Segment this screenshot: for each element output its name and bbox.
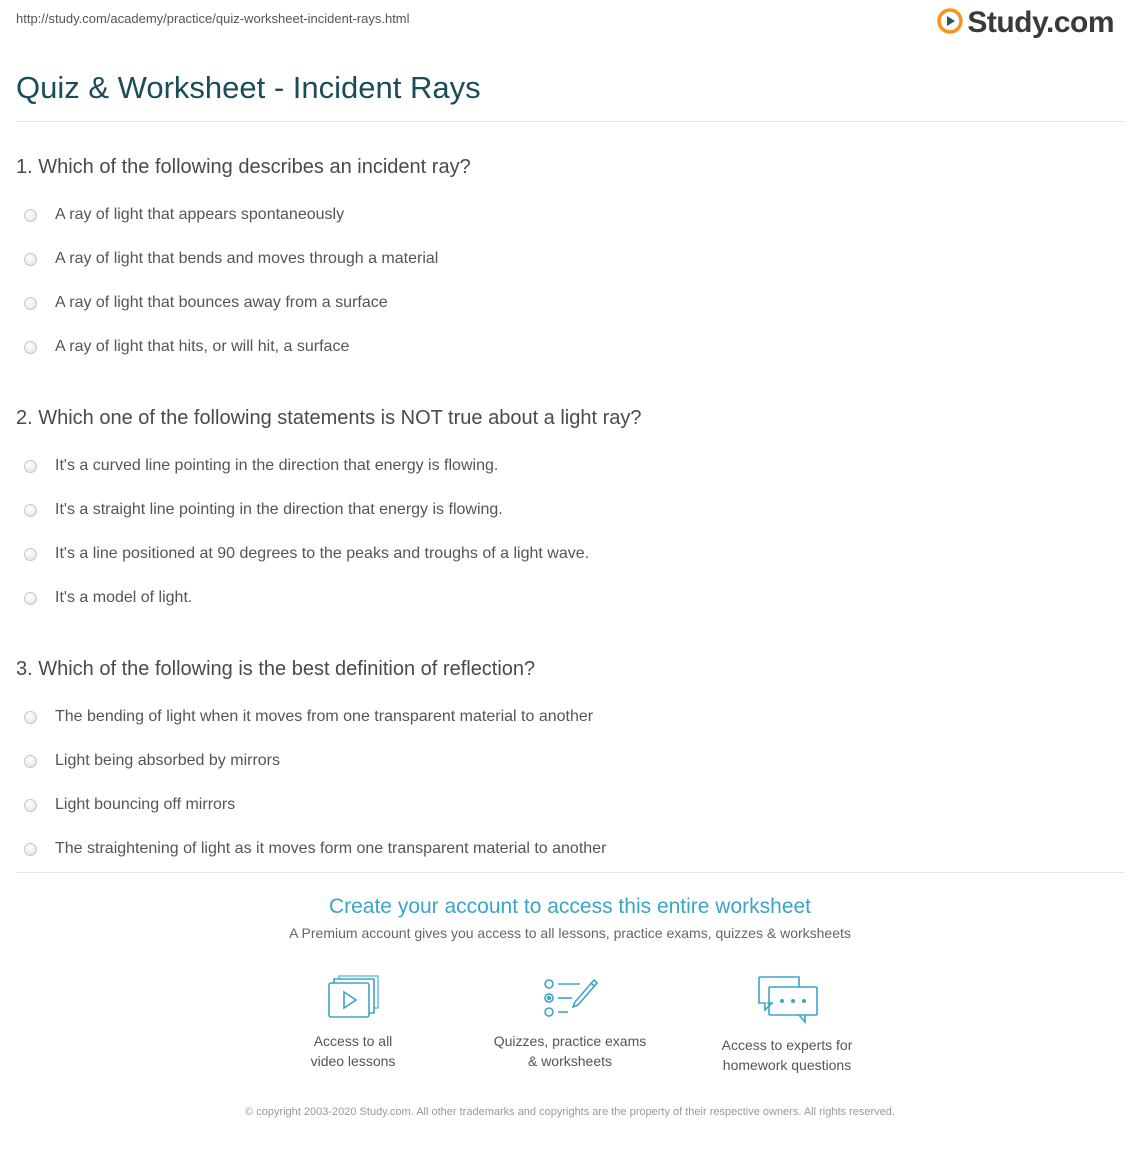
question-text: 2. Which one of the following statements is NOT true about a light ray? xyxy=(16,407,642,429)
divider-bottom xyxy=(16,872,1124,873)
divider-top xyxy=(16,121,1124,122)
radio-button[interactable] xyxy=(24,843,37,856)
question-text: 3. Which of the following is the best definition of reflection? xyxy=(16,658,536,680)
answer-option[interactable] xyxy=(16,532,1124,576)
question-3 xyxy=(16,657,1124,871)
play-circle-icon xyxy=(937,8,963,39)
quiz-checklist-icon xyxy=(462,975,679,1021)
radio-button[interactable] xyxy=(24,755,37,768)
answer-option[interactable] xyxy=(16,193,1124,237)
feature-quizzes xyxy=(462,975,679,1075)
page-title: Quiz & Worksheet - Incident Rays xyxy=(16,70,481,105)
radio-button[interactable] xyxy=(24,297,37,310)
answer-option[interactable] xyxy=(16,237,1124,281)
answer-label: Light bouncing off mirrors xyxy=(55,796,236,813)
video-lessons-icon xyxy=(245,975,462,1021)
radio-button[interactable] xyxy=(24,592,37,605)
answer-option[interactable] xyxy=(16,827,1124,871)
cta-heading-link[interactable]: Create your account to access this entire worksheet xyxy=(328,895,812,918)
answer-option[interactable] xyxy=(16,325,1124,369)
answer-label: It's a model of light. xyxy=(55,589,193,606)
quiz-questions xyxy=(16,155,1124,908)
logo-text: Study.com xyxy=(967,6,1114,39)
answer-label: It's a curved line pointing in the direction that energy is flowing. xyxy=(55,457,499,474)
answer-option[interactable] xyxy=(16,444,1124,488)
answer-label: The straightening of light as it moves form one transparent material to another xyxy=(55,840,607,857)
radio-button[interactable] xyxy=(24,504,37,517)
radio-button[interactable] xyxy=(24,799,37,812)
feature-label: Access to experts for homework questions xyxy=(721,1037,853,1073)
answer-label: A ray of light that bounces away from a surface xyxy=(55,294,388,311)
answer-label: The bending of light when it moves from one transparent material to another xyxy=(55,708,594,725)
answer-option[interactable] xyxy=(16,739,1124,783)
radio-button[interactable] xyxy=(24,460,37,473)
answer-option[interactable] xyxy=(16,488,1124,532)
radio-button[interactable] xyxy=(24,209,37,222)
question-1 xyxy=(16,155,1124,369)
question-text: 1. Which of the following describes an incident ray? xyxy=(16,156,471,178)
feature-label: Quizzes, practice exams & worksheets xyxy=(493,1033,647,1069)
answer-label: A ray of light that appears spontaneously xyxy=(55,206,345,223)
feature-video-lessons xyxy=(245,975,462,1075)
answer-label: It's a line positioned at 90 degrees to the peaks and troughs of a light wave. xyxy=(55,545,590,562)
answer-label: It's a straight line pointing in the direction that energy is flowing. xyxy=(55,501,503,518)
answer-label: Light being absorbed by mirrors xyxy=(55,752,281,769)
answer-option[interactable] xyxy=(16,281,1124,325)
radio-button[interactable] xyxy=(24,341,37,354)
answer-option[interactable] xyxy=(16,783,1124,827)
chat-bubbles-icon xyxy=(679,975,896,1025)
signup-cta xyxy=(0,895,1140,941)
cta-subtext: A Premium account gives you access to all lessons, practice exams, quizzes & worksheets xyxy=(289,925,851,941)
answer-option[interactable] xyxy=(16,695,1124,739)
page-url: http://study.com/academy/practice/quiz-worksheet-incident-rays.html xyxy=(16,11,410,26)
answer-label: A ray of light that hits, or will hit, a surface xyxy=(55,338,350,355)
radio-button[interactable] xyxy=(24,548,37,561)
study-logo[interactable] xyxy=(937,6,1114,40)
question-2 xyxy=(16,406,1124,620)
copyright-text: © copyright 2003-2020 Study.com. All other trademarks and copyrights are the property of their respective owners. All rights reserved. xyxy=(245,1106,895,1118)
radio-button[interactable] xyxy=(24,711,37,724)
feature-label: Access to all video lessons xyxy=(310,1033,396,1069)
feature-experts xyxy=(679,975,896,1075)
answer-option[interactable] xyxy=(16,576,1124,620)
premium-features xyxy=(0,975,1140,1075)
radio-button[interactable] xyxy=(24,253,37,266)
answer-label: A ray of light that bends and moves through a material xyxy=(55,250,439,267)
